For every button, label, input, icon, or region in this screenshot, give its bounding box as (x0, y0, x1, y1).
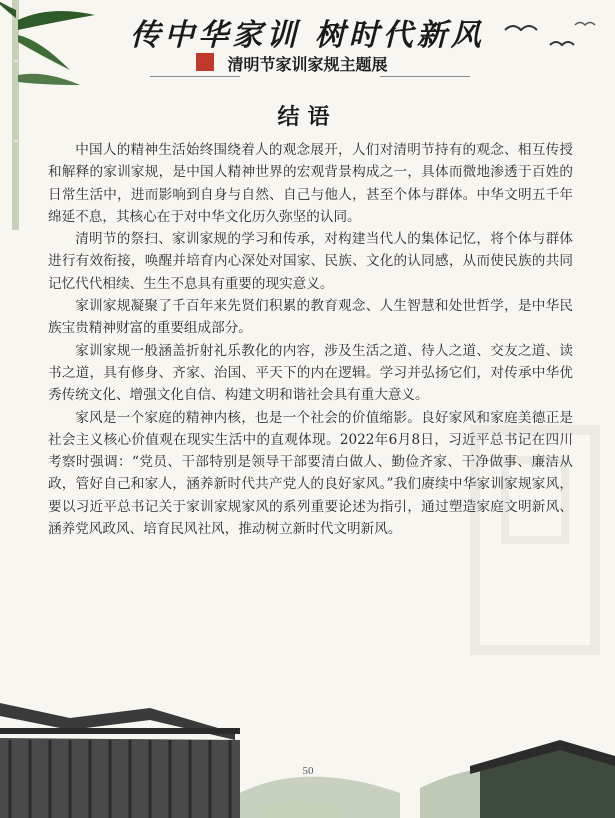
section-title: 结语 (277, 104, 338, 130)
subtitle-divider-right (380, 76, 470, 77)
page-main-title: 传中华家训 树时代新风 (130, 18, 485, 53)
paragraph: 家训家规一般涵盖折射礼乐教化的内容，涉及生活之道、待人之道、交友之道、读书之道，具有修身、齐家、治国、平天下的内在逻辑。学习并弘扬它们，对传承中华优秀传统文化、增强文化自信、构建文明和谐社会具有重大意义。 (48, 342, 573, 404)
paragraph: 中国人的精神生活始终围绕着人的观念展开，人们对清明节持有的观念、相互传授和解释的家训家规，是中国人精神世界的宏观背景构成之一，具体而微地渗透于百姓的日常生活中，进而影响到自身与自然、自己与他人，甚至个体与群体。中华文明五千年绵延不息，其核心在于对中华文化历久弥坚的认同。 (48, 142, 573, 225)
subtitle-divider-left (150, 76, 240, 77)
article-body (48, 139, 573, 540)
paragraph: 家风是一个家庭的精神内核，也是一个社会的价值缩影。良好家风和家庭美德正是社会主义核心价值观在现实生活中的直观体现。2022年6月8日，习近平总书记在四川考察时强调：“党员、干部特别是领导干部要清白做人、勤俭齐家、干净做事、廉洁从政，管好自己和家人，涵养新时代共产党人的良好家风。”我们赓续中华家训家规家风，要以习近平总书记关于家训家规家风的系列重要论述为指引，通过塑造家庭文明新风、涵养党风政风、培育民风社风，推动树立新时代文明新风。 (48, 409, 573, 538)
paragraph: 家训家规凝聚了千百年来先贤们积累的教育观念、人生智慧和处世哲学，是中华民族宝贵精神财富的重要组成部分。 (48, 298, 573, 337)
paragraph: 清明节的祭扫、家训家规的学习和传承，对构建当代人的集体记忆，将个体与群体进行有效衔接，唤醒并培育内心深处对国家、民族、文化的认同感，从而使民族的共同记忆代代相续、生生不息具有重要的现实意义。 (48, 231, 573, 292)
pavilion-roof-decoration (0, 678, 615, 818)
page-number: 50 (302, 765, 314, 777)
page-subtitle: 清明节家训家规主题展 (227, 55, 388, 74)
